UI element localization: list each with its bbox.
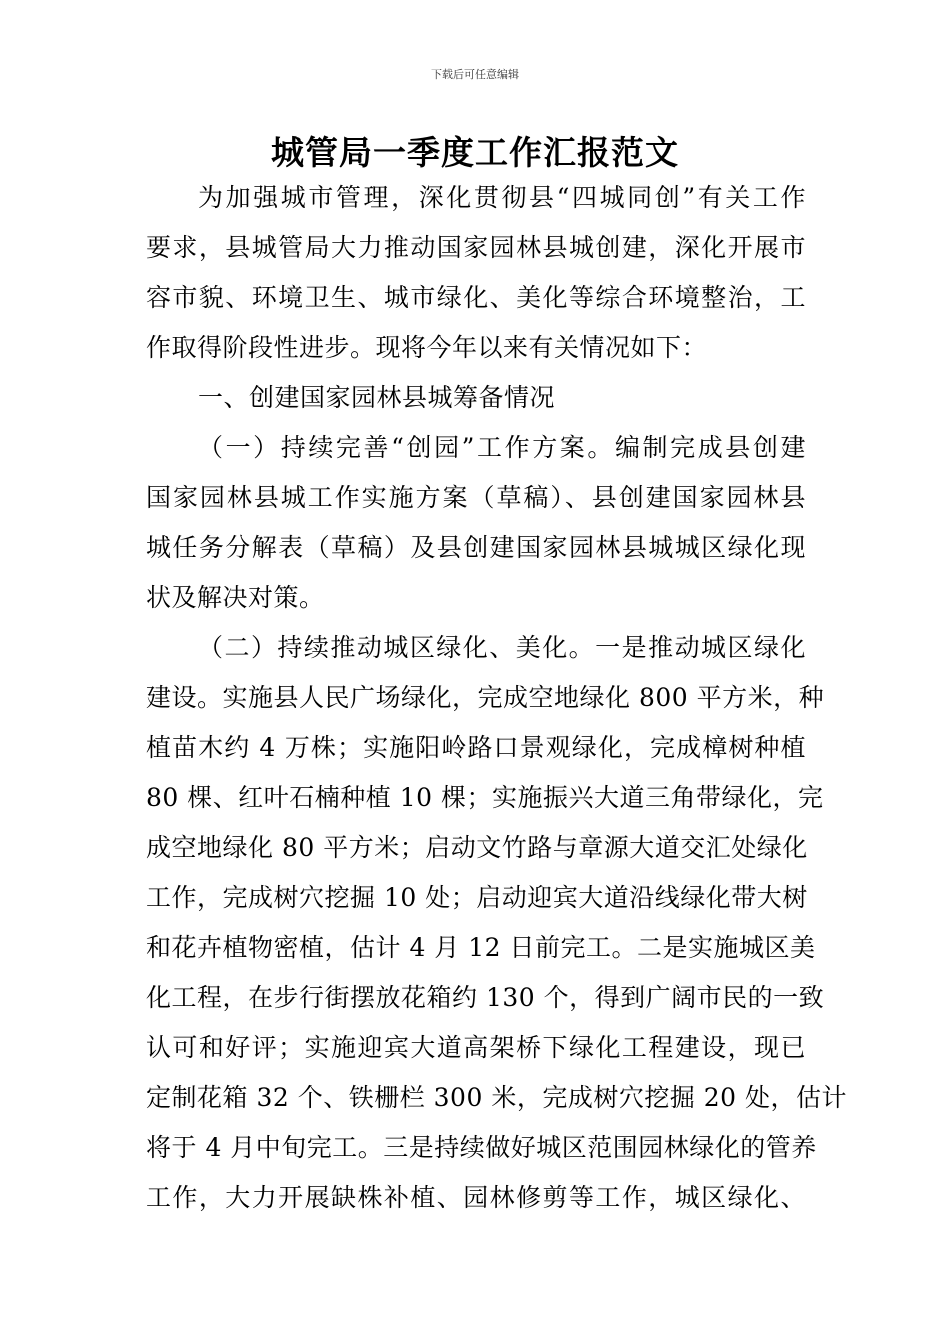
body-line: 容市貌、环境卫生、城市绿化、美化等综合环境整治，工 [146,283,806,312]
body-line: 工作，大力开展缺株补植、园林修剪等工作，城区绿化、 [146,1183,806,1212]
body-line: 和花卉植物密植，估计 4 月 12 日前完工。二是实施城区美 [146,933,816,962]
body-line: 化工程，在步行街摆放花箱约 130 个，得到广阔市民的一致 [146,983,825,1012]
body-line: 植苗木约 4 万株；实施阳岭路口景观绿化，完成樟树种植 [146,733,806,762]
body-line: （一）持续完善“创园”工作方案。编制完成县创建 [198,433,806,462]
body-line: 国家园林县城工作实施方案（草稿）、县创建国家园林县 [146,483,806,512]
body-line: 成空地绿化 80 平方米；启动文竹路与章源大道交汇处绿化 [146,833,808,862]
body-line: 状及解决对策。 [146,583,325,612]
body-line: 为加强城市管理，深化贯彻县“四城同创”有关工作 [198,183,806,212]
body-line: 80 棵、红叶石楠种植 10 棵；实施振兴大道三角带绿化，完 [146,783,824,812]
section-heading: 一、创建国家园林县城筹备情况 [198,383,556,412]
body-line: 建设。实施县人民广场绿化，完成空地绿化 800 平方米，种 [146,683,825,712]
header-note: 下载后可任意编辑 [431,68,519,81]
body-line: 要求，县城管局大力推动国家园林县城创建，深化开展市 [146,233,806,262]
body-line: 将于 4 月中旬完工。三是持续做好城区范围园林绿化的管养 [146,1133,817,1162]
body-line: 作取得阶段性进步。现将今年以来有关情况如下： [146,333,708,362]
body-line: 工作，完成树穴挖掘 10 处；启动迎宾大道沿线绿化带大树 [146,883,808,912]
document-title: 城管局一季度工作汇报范文 [271,133,679,172]
body-line: 定制花箱 32 个、铁栅栏 300 米，完成树穴挖掘 20 处，估计 [146,1083,848,1112]
body-line: 认可和好评；实施迎宾大道高架桥下绿化工程建设，现已 [146,1033,806,1062]
body-line: 城任务分解表（草稿）及县创建国家园林县城城区绿化现 [146,533,806,562]
body-line: （二）持续推动城区绿化、美化。一是推动城区绿化 [198,633,806,662]
